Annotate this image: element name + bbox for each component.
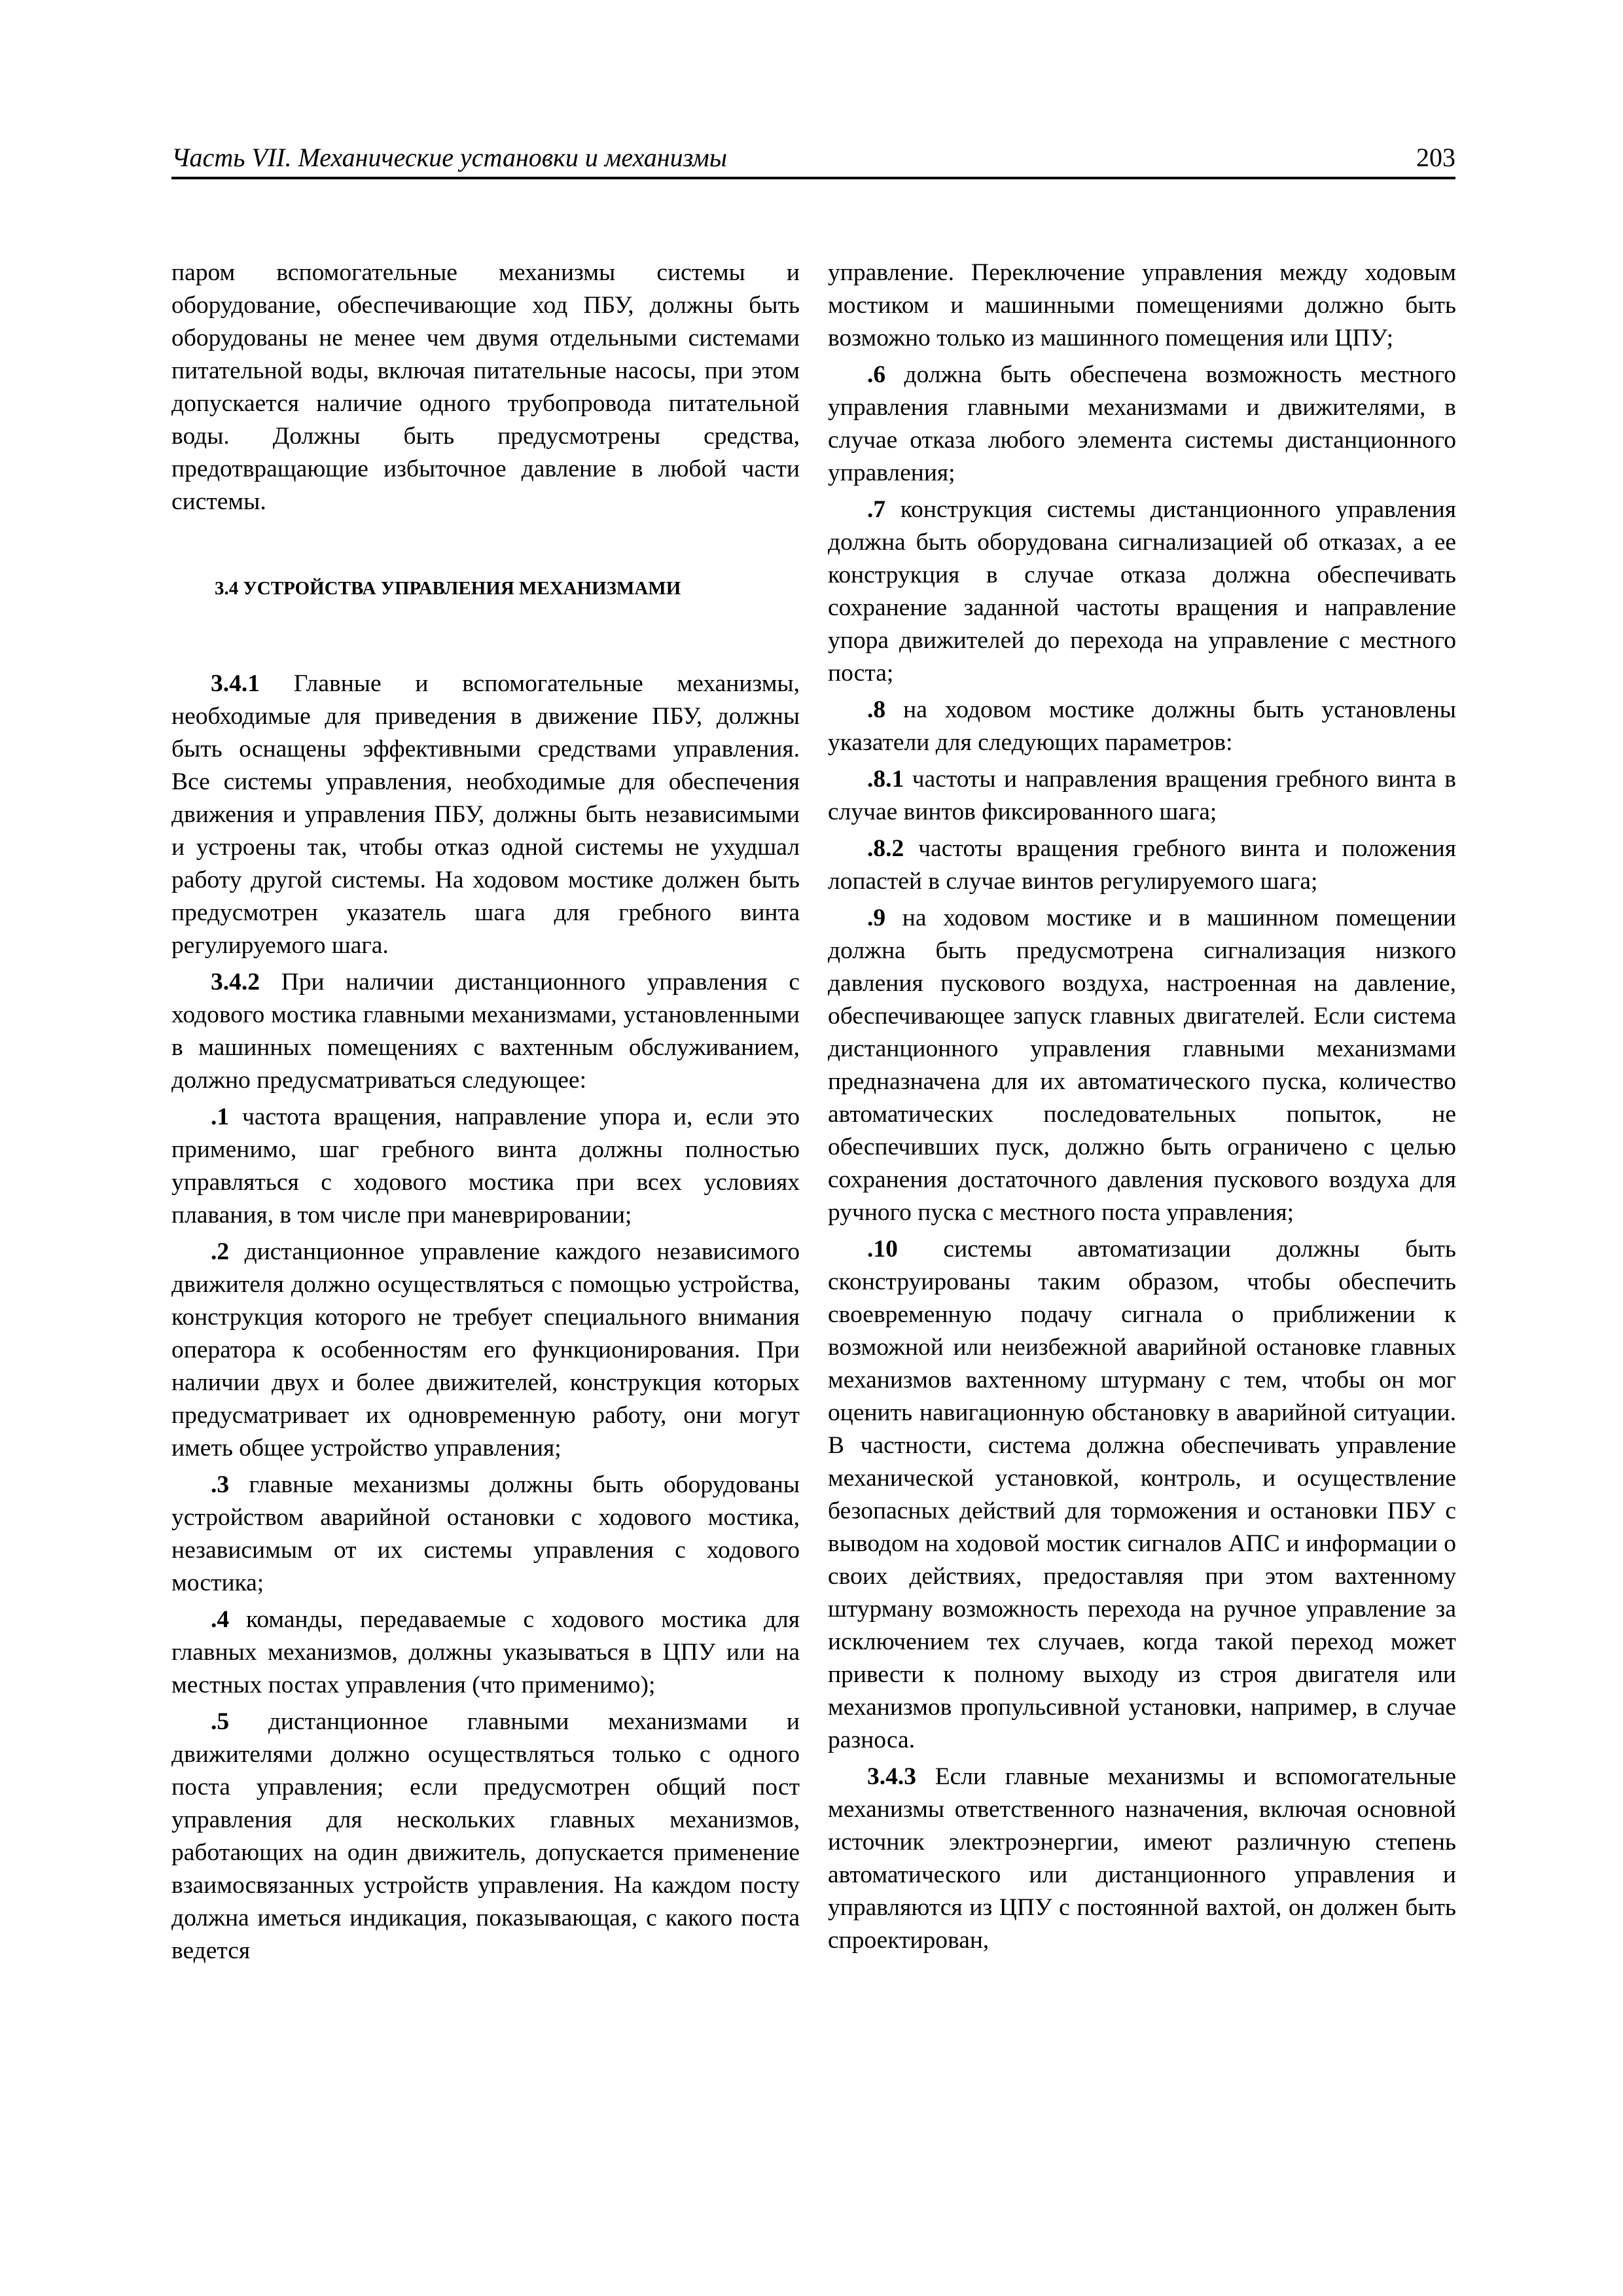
- list-item-8-1: [828, 763, 1456, 829]
- clause-text: Если главные механизмы и вспомогательные механизмы ответственного назначения, включая основной источник электроэнергии, имеют различную степень автоматического или дистанционного управления и управляются из ЦПУ с постоянной вахтой, он должен быть спроектирован,: [828, 1763, 1456, 1954]
- item-text: команды, передаваемые с ходового мостика для главных механизмов, должны указываться в ЦПУ или на местных постах управления (что применимо);: [171, 1606, 800, 1698]
- clause-number: 3.4.3: [867, 1763, 916, 1790]
- item-text: должна быть обеспечена возможность местного управления главными механизмами и движителями, в случае отказа любого элемента системы дистанционного управления;: [828, 361, 1456, 486]
- section-heading: 3.4 УСТРОЙСТВА УПРАВЛЕНИЯ МЕХАНИЗМАМИ: [215, 578, 681, 599]
- list-item-6: [828, 359, 1456, 490]
- header-rule: [171, 177, 1455, 179]
- item-number: .3: [211, 1471, 230, 1498]
- item-number: .8.1: [867, 766, 904, 793]
- paragraph: паром вспомогательные механизмы системы и оборудование, обеспечивающие ход ПБУ, должны быть оборудованы не менее чем двумя отдельными системами питательной воды, включая питательные насосы, при этом допускается наличие одного трубопровода питательной воды. Должны быть предусмотрены средства, предотвращающие избыточное давление в любой части системы.: [171, 259, 800, 515]
- item-text: на ходовом мостике и в машинном помещении должна быть предусмотрена сигнализация низкого давления пускового воздуха, настроенная на давление, обеспечивающее запуск главных двигателей. Если система дистанционного управления главными механизмами предназначена для их автоматического пуска, количество автоматических последовательных попыток, не обеспечивших пуск, должно быть ограничено с целью сохранения достаточного давления пускового воздуха для ручного пуска с местного поста управления;: [828, 905, 1456, 1226]
- clause-text: При наличии дистанционного управления с ходового мостика главными механизмами, установленными в машинных помещениях с вахтенным обслуживанием, должно предусматриваться следующее:: [171, 969, 800, 1094]
- item-text: частоты вращения гребного винта и положения лопастей в случае винтов регулируемого шага;: [828, 835, 1456, 895]
- page-number: 203: [1416, 143, 1455, 172]
- item-text: главные механизмы должны быть оборудованы устройством аварийной остановки с ходового мостика, независимым от их системы управления с ходового мостика;: [171, 1471, 800, 1596]
- item-number: .2: [211, 1238, 230, 1265]
- item-number: .5: [211, 1708, 230, 1735]
- left-column: [171, 257, 800, 2115]
- item-number: .4: [211, 1606, 230, 1633]
- list-item-3: [171, 1469, 800, 1600]
- item-text: дистанционное управление каждого независимого движителя должно осуществляться с помощью устройства, конструкция которого не требует специального внимания оператора к особенностям его функционирования. При наличии двух и более движителей, конструкция которых предусматривает их одновременную работу, они могут иметь общее устройство управления;: [171, 1238, 800, 1462]
- item-number: .10: [867, 1236, 898, 1263]
- item-text: дистанционное главными механизмами и движителями должно осуществляться только с одного поста управления; если предусмотрен общий пост управления для нескольких главных механизмов, работающих на один движитель, допускается применение взаимосвязанных устройств управления. На каждом посту должна иметься индикация, показывающая, с какого поста ведется: [171, 1708, 800, 1964]
- running-header: [171, 139, 1455, 179]
- header-title: Часть VII. Механические установки и механизмы: [171, 143, 727, 172]
- item-text: на ходовом мостике должны быть установлены указатели для следующих параметров:: [828, 696, 1456, 756]
- item-text: частоты и направления вращения гребного винта в случае винтов фиксированного шага;: [828, 766, 1456, 825]
- list-item-8-2: [828, 833, 1456, 898]
- clause-text: Главные и вспомогательные механизмы, необходимые для приведения в движение ПБУ, должны быть оснащены эффективными средствами управления. Все системы управления, необходимые для обеспечения движения и управления ПБУ, должны быть независимыми и устроены так, чтобы отказ одной системы не ухудшал работу другой системы. На ходовом мостике должен быть предусмотрен указатель шага для гребного винта регулируемого шага.: [171, 670, 800, 959]
- clause-number: 3.4.2: [211, 969, 260, 996]
- item-number: .7: [867, 496, 886, 523]
- list-item-10: [828, 1233, 1456, 1757]
- list-item-4: [171, 1604, 800, 1702]
- paragraph: управление. Переключение управления между ходовым мостиком и машинными помещениями должно быть возможно только из машинного помещения или ЦПУ;: [828, 259, 1456, 351]
- item-number: .8: [867, 696, 886, 723]
- list-item-7: [828, 493, 1456, 690]
- paragraph-3-4-1: [171, 668, 800, 962]
- item-number: .9: [867, 905, 886, 931]
- paragraph-3-4-3: [828, 1761, 1456, 1957]
- right-column: [828, 257, 1456, 2115]
- item-number: .1: [211, 1103, 230, 1130]
- list-item-8: [828, 694, 1456, 759]
- clause-number: 3.4.1: [211, 670, 260, 697]
- item-number: .8.2: [867, 835, 904, 862]
- item-text: частота вращения, направление упора и, если это применимо, шаг гребного винта должны полностью управляться с ходового мостика при всех условиях плавания, в том числе при маневрировании;: [171, 1103, 800, 1229]
- list-item-1: [171, 1101, 800, 1232]
- item-text: конструкция системы дистанционного управления должна быть оборудована сигнализацией об отказах, а ее конструкция в случае отказа должна обеспечивать сохранение заданной частоты вращения и направление упора движителей до перехода на управление с местного поста;: [828, 496, 1456, 687]
- list-item-5: [171, 1706, 800, 1967]
- list-item-9: [828, 902, 1456, 1229]
- item-text: системы автоматизации должны быть сконструированы таким образом, чтобы обеспечить своевременную подачу сигнала о приближении к возможной или неизбежной аварийной остановке главных механизмов вахтенному штурману с тем, чтобы он мог оценить навигационную обстановку в аварийной ситуации. В частности, система должна обеспечивать управление механической установкой, контроль, и осуществление безопасных действий для торможения и остановки ПБУ с выводом на ходовой мостик сигналов АПС и информации о своих действиях, предоставляя при этом вахтенному штурману возможность перехода на ручное управление за исключением тех случаев, когда такой переход может привести к полному выходу из строя двигателя или механизмов пропульсивной установки, например, в случае разноса.: [828, 1236, 1456, 1753]
- list-item-2: [171, 1236, 800, 1465]
- paragraph-3-4-2: [171, 966, 800, 1097]
- item-number: .6: [867, 361, 886, 388]
